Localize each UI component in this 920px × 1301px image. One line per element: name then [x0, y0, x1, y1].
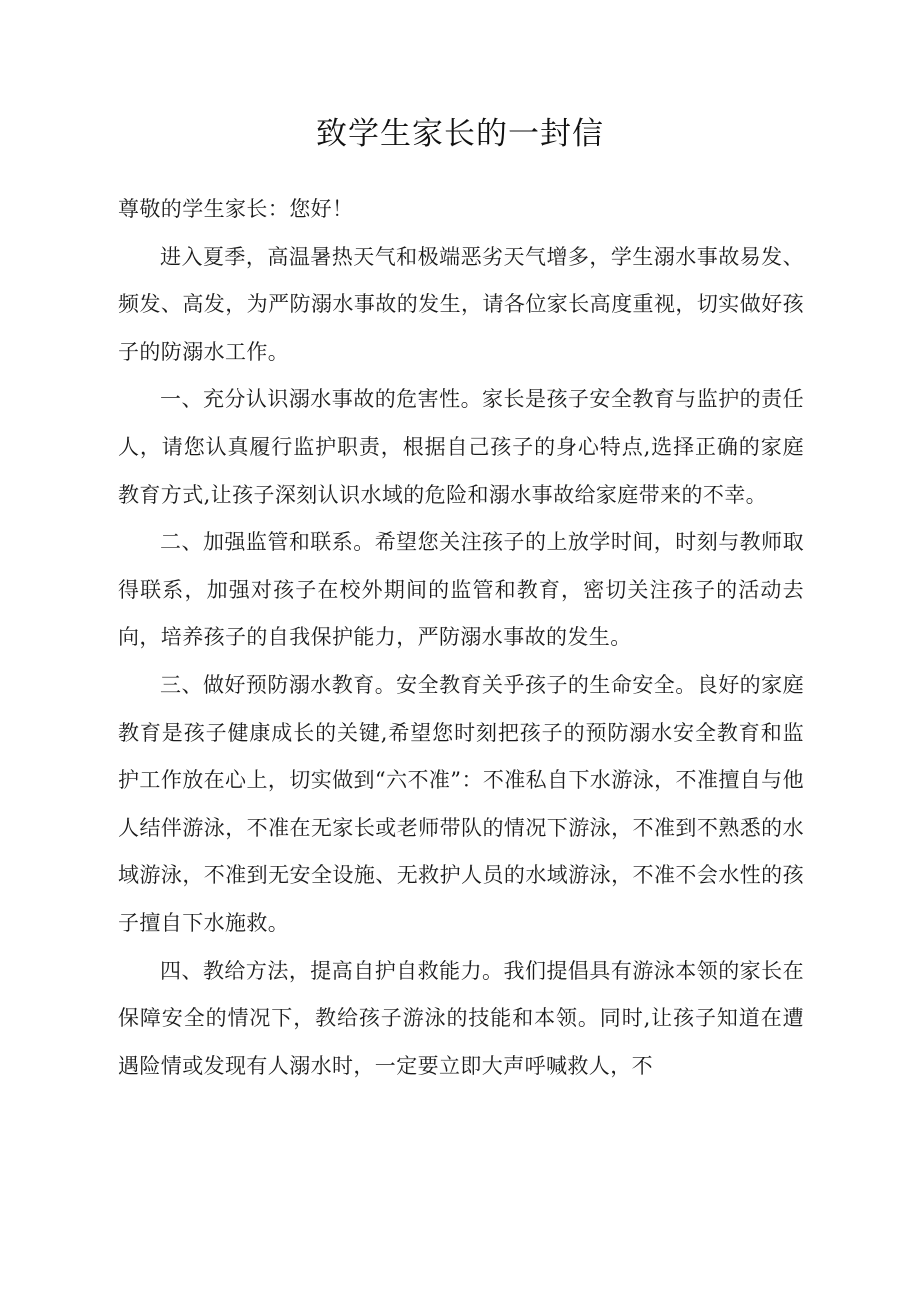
paragraph-section-2: 二、加强监管和联系。希望您关注孩子的上放学时间，时刻与教师取得联系，加强对孩子在校外期间的监管和教育，密切关注孩子的活动去向，培养孩子的自我保护能力，严防溺水事故的发生。	[118, 530, 804, 650]
salutation: 尊敬的学生家长：您好！	[118, 197, 354, 221]
letter-body	[118, 186, 804, 1090]
paragraph-section-4: 四、教给方法，提高自护自救能力。我们提倡具有游泳本领的家长在保障安全的情况下，教给孩子游泳的技能和本领。同时,让孩子知道在遭遇险情或发现有人溺水时，一定要立即大声呼喊救人，不	[118, 958, 804, 1078]
document-title: 致学生家长的一封信	[316, 116, 604, 152]
paragraph-section-3: 三、做好预防溺水教育。安全教育关乎孩子的生命安全。良好的家庭教育是孩子健康成长的关键,希望您时刻把孩子的预防溺水安全教育和监护工作放在心上，切实做到“六不准”：不准私自下水游泳，不准擅自与他人结伴游泳，不准在无家长或老师带队的情况下游泳，不准到不熟悉的水域游泳，不准到无安全设施、无救护人员的水域游泳，不准不会水性的孩子擅自下水施救。	[118, 672, 804, 935]
paragraph-section-1: 一、充分认识溺水事故的危害性。家长是孩子安全教育与监护的责任人，请您认真履行监护职责，根据自己孩子的身心特点,选择正确的家庭教育方式,让孩子深刻认识水域的危险和溺水事故给家庭带来的不幸。	[118, 387, 804, 507]
paragraph-intro: 进入夏季，高温暑热天气和极端恶劣天气增多，学生溺水事故易发、频发、高发，为严防溺水事故的发生，请各位家长高度重视，切实做好孩子的防溺水工作。	[118, 244, 804, 364]
